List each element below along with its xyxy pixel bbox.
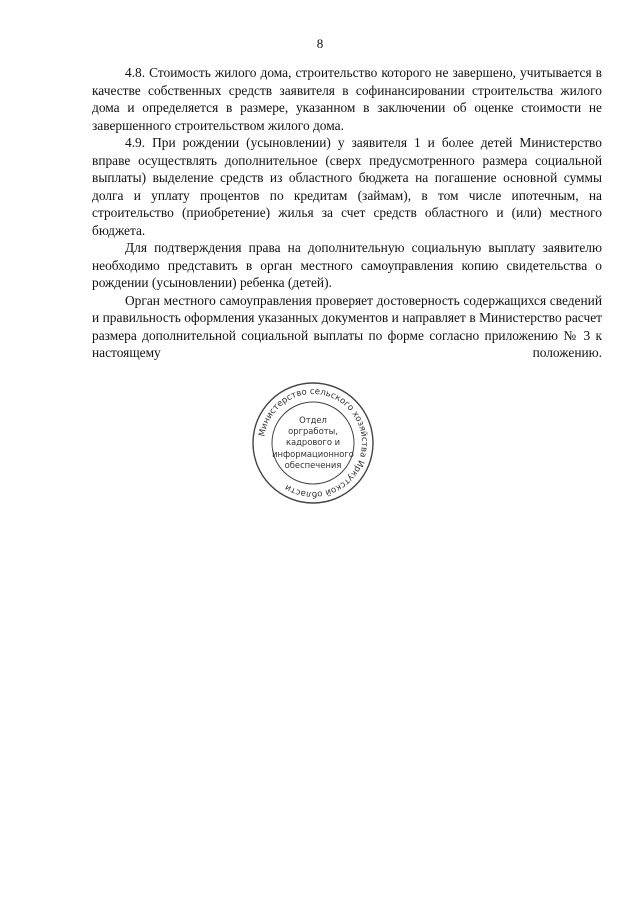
paragraph-confirmation: Для подтверждения права на дополнительную социальную выплату заявителю необходимо представить в орган местного самоуправления копию свидетельства о рождении (усыновлении) ребенка (детей). <box>92 240 602 290</box>
stamp-line-1: Отдел <box>299 415 327 425</box>
official-stamp <box>251 381 375 505</box>
stamp-line-5: обеспечения <box>284 459 342 470</box>
stamp-ring-text: Министерство сельского хозяйства Иркутской области <box>257 386 370 500</box>
page-number: 8 <box>316 36 324 51</box>
stamp-center-text <box>272 415 354 471</box>
document-body <box>92 64 602 362</box>
paragraph-4-9: 4.9. При рождении (усыновлении) у заявителя 1 и более детей Министерство вправе осуществлять дополнительное (сверх предусмотренного размера социальной выплаты) выделение средств из областного бюджета на погашение основной суммы долга и уплату процентов по кредитам (займам), в том числе ипотечным, на строительство (приобретение) жилья за счет средств областного и (или) местного бюджета. <box>92 135 602 238</box>
stamp-line-3: кадрового и <box>285 437 341 448</box>
paragraph-4-8: 4.8. Стоимость жилого дома, строительство которого не завершено, учитывается в качестве собственных средств заявителя в софинансировании строительства жилого дома и определяется в размере, указанном в заключении об оценке стоимости не завершенного строительством жилого дома. <box>92 65 602 133</box>
stamp-line-2: оргработы, <box>288 426 338 437</box>
stamp-line-4: информационного <box>272 448 354 459</box>
paragraph-verification: Орган местного самоуправления проверяет достоверность содержащихся сведений и правильность оформления указанных документов и направляет в Министерство расчет размера дополнительной социальной выплаты по форме согласно приложению № 3 к настоящему положению. <box>92 292 602 360</box>
